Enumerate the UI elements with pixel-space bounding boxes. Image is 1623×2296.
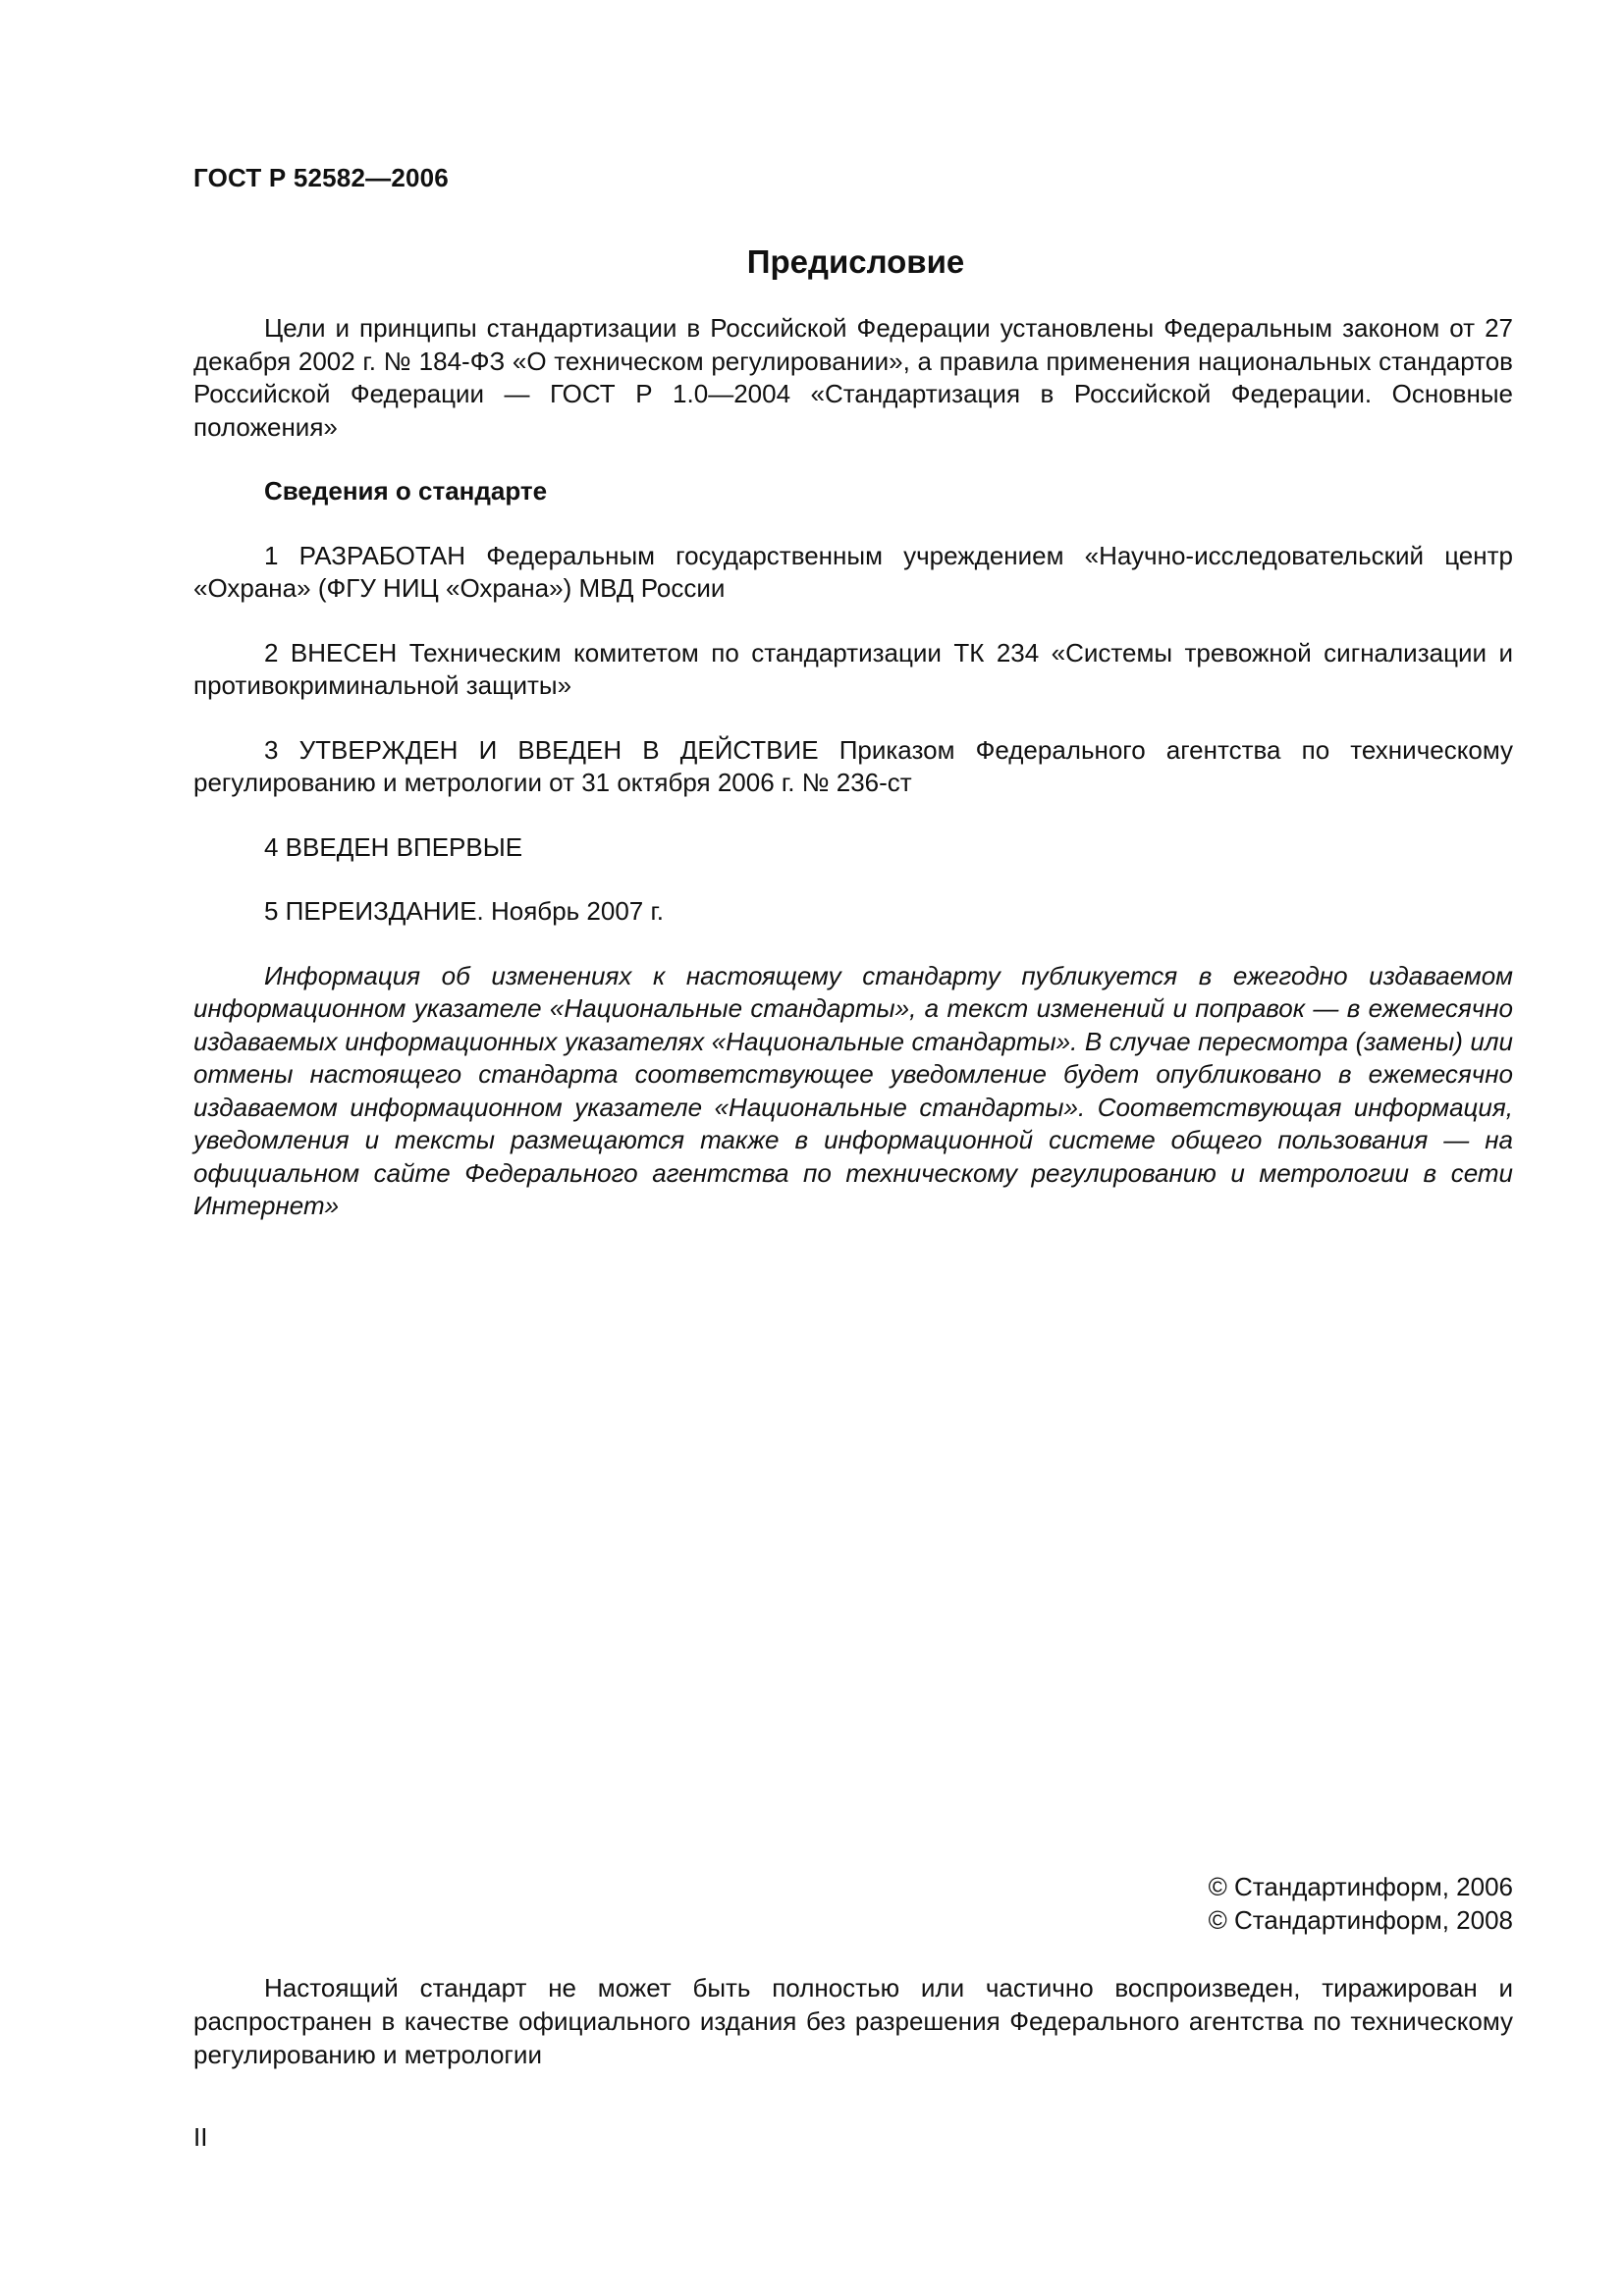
copyright-block <box>1209 1870 1513 1937</box>
list-item: 1 РАЗРАБОТАН Федеральным государственным учреждением «Научно-исследовательский центр «Охрана» (ФГУ НИЦ «Охрана») МВД России <box>193 540 1513 603</box>
copyright-line: © Стандартинформ, 2006 <box>1208 1872 1513 1901</box>
info-notice: Информация об изменениях к настоящему стандарту публикуется в ежегодно издаваемом информационном указателе «Национальные стандарты», а текст изменений и поправок — в ежемесячно издаваемых информационных указателях «Национальные стандарты». В случае пересмотра (замены) или отмены настоящего стандарта соответствующее уведомление будет опубликовано в ежемесячно издаваемом информационном указателе «Национальные стандарты». Соответствующая информация, уведомления и тексты размещаются также в информационной системе общего пользования — на официальном сайте Федерального агентства по техническому регулированию и метрологии в сети Интернет» <box>193 960 1513 1220</box>
info-heading: Сведения о стандарте <box>264 476 548 506</box>
list-item: 5 ПЕРЕИЗДАНИЕ. Ноябрь 2007 г. <box>264 896 665 926</box>
list-item: 2 ВНЕСЕН Техническим комитетом по стандартизации ТК 234 «Системы тревожной сигнализации и противокриминальной защиты» <box>193 637 1513 700</box>
list-item: 3 УТВЕРЖДЕН И ВВЕДЕН В ДЕЙСТВИЕ Приказом Федерального агентства по техническому регулированию и метрологии от 31 октября 2006 г. № 236-ст <box>193 734 1513 797</box>
copyright-line: © Стандартинформ, 2008 <box>1208 1905 1513 1935</box>
page-title: Предисловие <box>746 243 965 280</box>
page-number: II <box>193 2122 208 2152</box>
intro-paragraph: Цели и принципы стандартизации в Российской Федерации установлены Федеральным законом от 27 декабря 2002 г. № 184-ФЗ «О техническом регулировании», а правила применения национальных стандартов Российской Федерации — ГОСТ Р 1.0—2004 «Стандартизация в Российской Федерации. Основные положения» <box>193 313 1513 442</box>
standard-code: ГОСТ Р 52582—2006 <box>193 163 449 192</box>
list-item: 4 ВВЕДЕН ВПЕРВЫЕ <box>264 831 523 862</box>
preface-body <box>193 312 1513 1223</box>
rights-notice-block <box>193 1971 1513 2071</box>
rights-notice: Настоящий стандарт не может быть полностью или частично воспроизведен, тиражирован и распространен в качестве официального издания без разрешения Федерального агентства по техническому регулированию и метрологии <box>193 1973 1513 2069</box>
